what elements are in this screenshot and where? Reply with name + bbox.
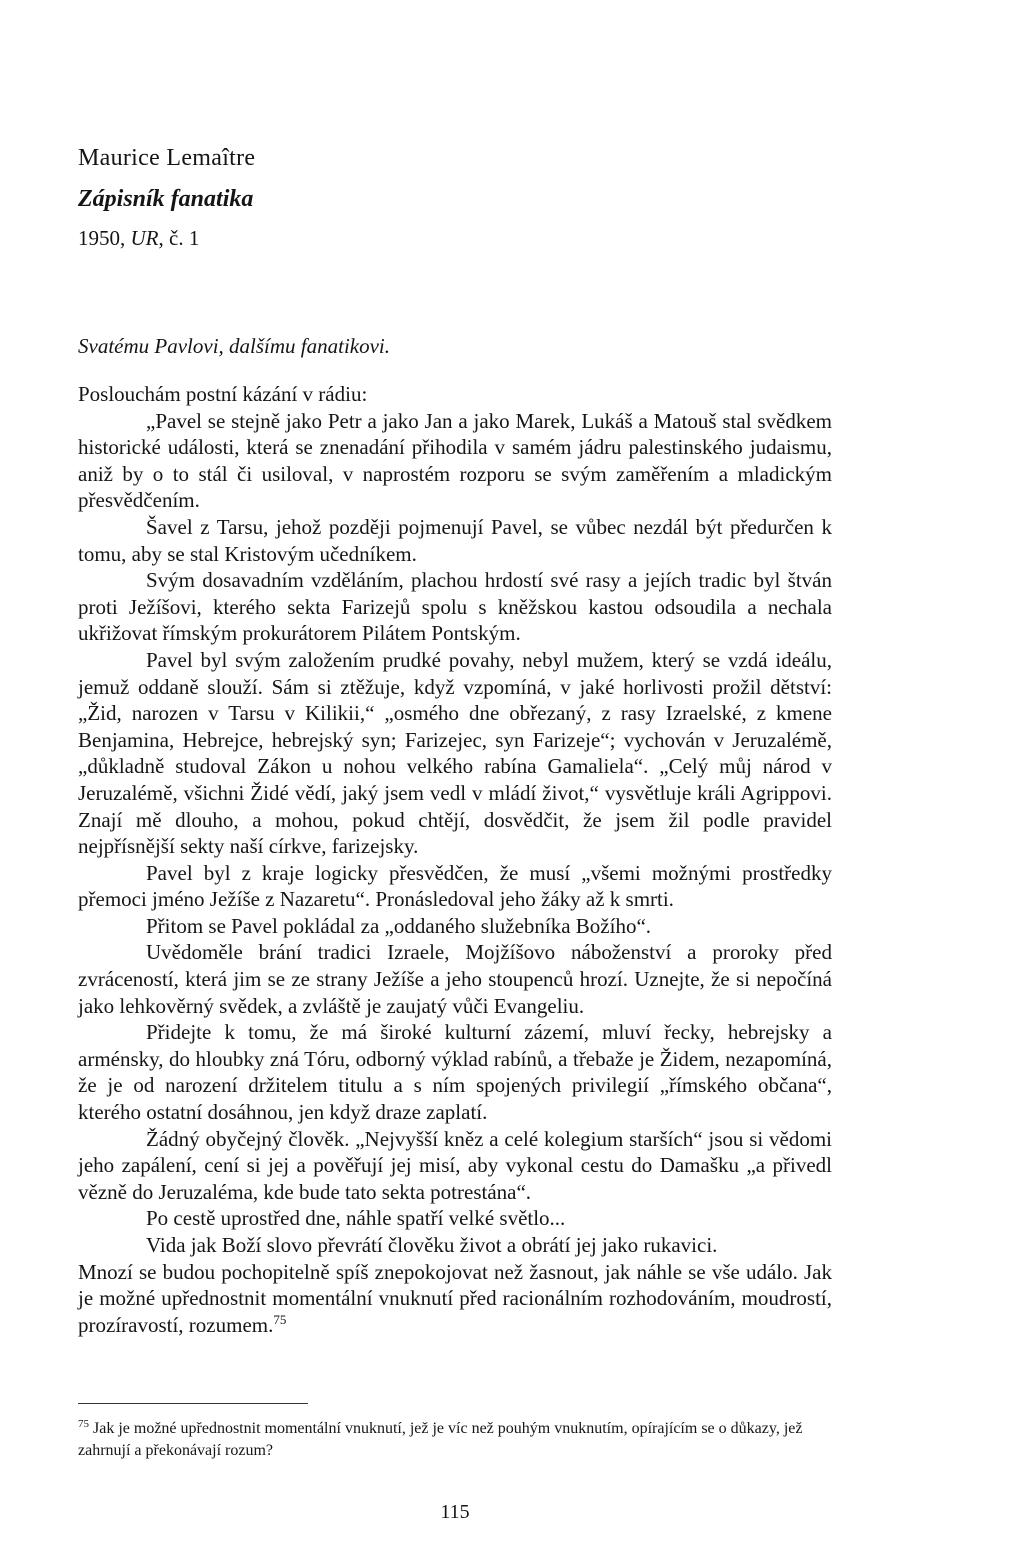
paragraph: Pavel byl svým založením prudké povahy, nebyl mužem, který se vzdá ideálu, jemuž oddaně slouží. Sám si ztěžuje, když vzpomíná, v jaké horlivosti prožil dětství: „Žid, narozen v Tarsu v Kilikii,“ „osmého dne obřezaný, z rasy Izraelské, z kmene Benjamina, Hebrejce, hebrejský syn; Farizejec, syn Farizeje“; vychován v Jeruzalémě, „důkladně studoval Zákon u nohou velkého rabína Gamaliela“. „Celý můj národ v Jeruzalémě, všichni Židé vědí, jaký jsem vedl v mládí život,“ vysvětluje králi Agrippovi. Znají mě dlouho, a mohou, pokud chtějí, dosvědčit, že jsem žil podle pravidel nejpřísnější sekty naší církve, farizejsky. [78,647,832,859]
document-page [78,0,832,1550]
paragraph: Poslouchám postní kázání v rádiu: [78,382,368,406]
page-number: 115 [440,1501,470,1523]
source-issue: , č. 1 [158,226,200,250]
body-text [78,381,832,1338]
footnote-number: 75 [78,1418,89,1430]
paragraph-last-text: Mnozí se budou pochopitelně spíš znepokojovat než žasnout, jak náhle se vše událo. Jak je možné upřednostnit momentální vnuknutí před racionálním rozhodováním, moudrostí, prozíravostí, rozumem. [78,1259,832,1337]
work-title: Zápisník fanatika [78,186,254,212]
source-year: 1950, [78,226,131,250]
footnote-text: Jak je možné upřednostnit momentální vnuknutí, jež je víc než pouhým vnuknutím, opírajícím se o důkazy, jež zahrnují a překonávají rozum? [78,1420,803,1459]
paragraph: Vida jak Boží slovo převrátí člověku život a obrátí jej jako rukavici. [146,1233,718,1257]
paragraph: Přidejte k tomu, že má široké kulturní zázemí, mluví řecky, hebrejsky a arménsky, do hloubky zná Tóru, odborný výklad rabínů, a třebaže je Židem, nezapomíná, že je od narození držitelem titulu a s ním spojených privilegií „římského občana“, kterého ostatní dosáhnou, jen když draze zaplatí. [78,1020,832,1125]
author-name: Maurice Lemaître [78,145,256,171]
paragraph: Pavel byl z kraje logicky přesvědčen, že musí „všemi možnými prostředky přemoci jméno Ježíše z Nazaretu“. Pronásledoval jeho žáky až k smrti. [78,860,832,912]
paragraph: Svým dosavadním vzděláním, plachou hrdostí své rasy a jejích tradic byl štván proti Ježíšovi, kterého sekta Farizejů spolu s kněžskou kastou odsoudila a nechala ukřižovat římským prokurátorem Pilátem Pontským. [78,568,832,646]
footnote-reference[interactable]: 75 [273,1311,287,1327]
paragraph: Uvědoměle brání tradici Izraele, Mojžíšovo náboženství a proroky před zvráceností, která jim se ze strany Ježíše a jeho stoupenců hrozí. Uznejte, že si nepočíná jako lehkověrný svědek, a zvláště je zaujatý vůči Evangeliu. [78,940,832,1018]
paragraph: Přitom se Pavel pokládal za „oddaného služebníka Božího“. [146,913,652,938]
footnote [78,1418,832,1462]
paragraph: Žádný obyčejný člověk. „Nejvyšší kněz a celé kolegium starších“ jsou si vědomi jeho zapálení, cení si jej a pověřují jej misí, aby vykonal cestu do Damašku „a přivedl vězně do Jeruzaléma, kde bude tato sekta potrestána“. [78,1126,832,1204]
dedication: Svatému Pavlovi, dalšímu fanatikovi. [78,334,391,358]
paragraph-last [78,1259,832,1339]
paragraph: Po cestě uprostřed dne, náhle spatří velké světlo... [146,1206,566,1231]
source-journal: UR [130,226,159,250]
source-reference [78,224,199,252]
paragraph: „Pavel se stejně jako Petr a jako Jan a jako Marek, Lukáš a Matouš stal svědkem historické události, která se znenadání přihodila v samém jádru palestinského judaismu, aniž by o to stál či usiloval, v naprostém rozporu se svým zaměřením a mladickým přesvědčením. [78,408,832,513]
paragraph: Šavel z Tarsu, jehož později pojmenují Pavel, se vůbec nezdál být předurčen k tomu, aby se stal Kristovým učedníkem. [78,514,832,566]
footnote-divider [78,1403,308,1404]
